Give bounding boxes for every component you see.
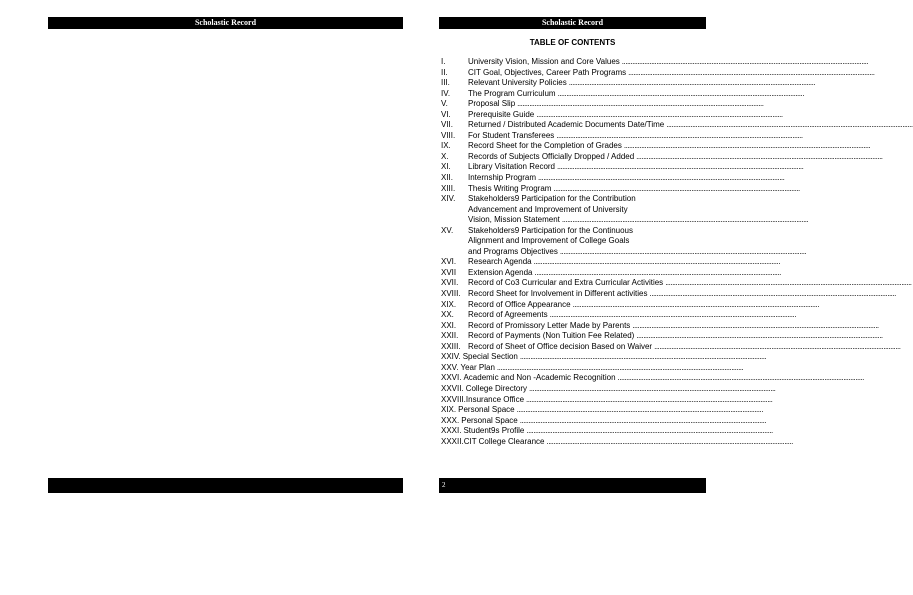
toc-dot-leader xyxy=(654,342,900,353)
toc-dot-leader xyxy=(520,416,766,427)
toc-entry xyxy=(441,321,707,332)
toc-entry xyxy=(441,236,707,247)
toc-entry-title: Personal Space xyxy=(461,415,518,425)
toc-entry-title: Record of Promissory Letter Made by Parents xyxy=(468,320,631,330)
toc-entry-title: Internship Program xyxy=(468,173,537,183)
toc-dot-leader xyxy=(558,89,804,100)
toc-entry xyxy=(441,405,707,416)
toc-dot-leader xyxy=(636,331,882,342)
toc-entry-number: X. xyxy=(441,151,449,161)
toc-entry xyxy=(441,173,707,184)
toc-dot-leader xyxy=(632,321,878,332)
toc-dot-leader xyxy=(536,110,782,121)
toc-entry-title: For Student Transferees xyxy=(468,130,555,140)
left-page-header xyxy=(48,17,403,29)
toc-entry xyxy=(441,278,707,289)
toc-entry-number: VIII. xyxy=(441,130,456,140)
toc-entry-title: Special Section xyxy=(462,352,518,362)
toc-dot-leader xyxy=(550,310,796,321)
toc-entry-number: XVI. xyxy=(441,257,457,267)
toc-entry-number: XXII. xyxy=(441,331,459,341)
toc-entry xyxy=(441,194,707,205)
toc-entry-number: XVIII. xyxy=(441,289,461,299)
toc-dot-leader xyxy=(553,184,799,195)
toc-dot-leader xyxy=(534,257,780,268)
toc-entry-number: III. xyxy=(441,78,450,88)
toc-entry xyxy=(441,257,707,268)
toc-entry-number: XXIV. xyxy=(441,352,461,362)
page-number: 2 xyxy=(442,481,446,489)
toc-entry xyxy=(441,331,707,342)
right-header-title: Scholastic Record xyxy=(541,18,604,27)
toc-entry xyxy=(441,68,707,79)
toc-dot-leader xyxy=(562,215,808,226)
toc-entry-number: XX. xyxy=(441,310,454,320)
toc-dot-leader xyxy=(650,289,896,300)
toc-dot-leader xyxy=(535,268,781,279)
toc-entry xyxy=(441,373,707,384)
toc-entry xyxy=(441,120,707,131)
toc-dot-leader xyxy=(618,373,864,384)
toc-entry-title: Record of Sheet of Office decision Based on Waiver xyxy=(468,341,653,351)
toc-entry-number: XIX. xyxy=(441,299,457,309)
toc-entry xyxy=(441,342,707,353)
toc-entry-number: VII. xyxy=(441,120,454,130)
toc-dot-leader xyxy=(538,173,784,184)
toc-entry-title: Insurance Office xyxy=(465,394,525,404)
toc-dot-leader xyxy=(628,68,874,79)
toc-entry-title: Record Sheet for Involvement in Different activities xyxy=(468,289,648,299)
toc-entry-number: XXVII. xyxy=(441,383,464,393)
toc-entry-number: XXX. xyxy=(441,415,460,425)
toc-entry-number: XVII. xyxy=(441,278,459,288)
toc-entry-title: University Vision, Mission and Core Values xyxy=(468,57,620,66)
right-page-header xyxy=(439,17,706,29)
toc-entry xyxy=(441,141,707,152)
toc-dot-leader xyxy=(636,152,882,163)
toc-entry-title: Year Plan xyxy=(460,362,495,372)
toc-entry xyxy=(441,395,707,406)
toc-entry-title: CIT College Clearance xyxy=(463,436,545,446)
toc-entry-title: Records of Subjects Officially Dropped / Added xyxy=(468,151,635,161)
toc-entry-title: Personal Space xyxy=(458,405,515,415)
toc-entry-number: XV. xyxy=(441,225,454,235)
toc-entry-title: Record of Co3 Curricular and Extra Curricular Activities xyxy=(468,278,664,288)
toc-entry-number: XII. xyxy=(441,173,454,183)
toc-entry-title: Advancement and Improvement of University xyxy=(468,204,628,214)
toc-entry xyxy=(441,78,707,89)
toc-entry-title: Proposal Slip xyxy=(468,99,516,109)
toc-entry-title: Vision, Mission Statement xyxy=(468,215,560,225)
toc-dot-leader xyxy=(526,395,772,406)
toc-dot-leader xyxy=(622,57,868,68)
toc-dot-leader xyxy=(529,384,775,395)
toc-dot-leader xyxy=(517,99,763,110)
toc-entry-number: XXIII. xyxy=(441,341,461,351)
left-page-footer xyxy=(48,478,403,493)
toc-entry xyxy=(441,247,707,258)
toc-dot-leader xyxy=(497,363,743,374)
right-page-footer xyxy=(439,478,706,493)
toc-entry-title: Extension Agenda xyxy=(468,267,533,277)
toc-dot-leader xyxy=(560,247,806,258)
toc-entry xyxy=(441,131,707,142)
toc-entry-title: Academic and Non -Academic Recognition xyxy=(463,373,616,383)
toc-entry xyxy=(441,416,707,427)
toc-title: TABLE OF CONTENTS xyxy=(529,38,616,47)
toc-entry-title: Thesis Writing Program xyxy=(468,183,552,193)
toc-entry xyxy=(441,215,707,226)
toc-entry-number: XI. xyxy=(441,162,451,172)
toc-entry-title: The Program Curriculum xyxy=(468,88,556,98)
toc-entry-number: V. xyxy=(441,99,448,109)
toc-dot-leader xyxy=(624,141,870,152)
toc-entry-number: XXXII. xyxy=(441,436,464,446)
toc-entry xyxy=(441,205,707,216)
toc-entry xyxy=(441,300,707,311)
toc-entry-title: Prerequisite Guide xyxy=(468,109,535,119)
toc-dot-leader xyxy=(526,426,772,437)
toc-entry xyxy=(441,289,707,300)
toc-entry-number: II. xyxy=(441,67,448,77)
toc-entry xyxy=(441,152,707,163)
toc-dot-leader xyxy=(569,78,815,89)
toc-entry-title: Library Visitation Record xyxy=(468,162,556,172)
toc-entry-number: XXVIII. xyxy=(441,394,466,404)
toc-dot-leader xyxy=(666,120,912,131)
toc-entry-number: IV. xyxy=(441,88,451,98)
toc-entry-number: I. xyxy=(441,57,446,66)
toc-entry-title: Record of Payments (Non Tuition Fee Related) xyxy=(468,331,635,341)
toc-dot-leader xyxy=(557,162,803,173)
toc-entry-title: College Directory xyxy=(465,383,528,393)
toc-entry-number: XXVI. xyxy=(441,373,462,383)
toc-entry xyxy=(441,384,707,395)
toc-entry-title: Returned / Distributed Academic Documents Date/Time xyxy=(468,120,665,130)
toc-entry-title: Research Agenda xyxy=(468,257,532,267)
toc-dot-leader xyxy=(573,300,819,311)
toc-entry xyxy=(441,426,707,437)
toc-entry-number: XVII xyxy=(441,267,457,277)
toc-entry-number: XIV. xyxy=(441,194,456,204)
toc-entry xyxy=(441,437,707,448)
toc-entry-number: XXV. xyxy=(441,362,459,372)
toc-entry xyxy=(441,226,707,237)
toc-entry-number: XXXI. xyxy=(441,426,462,436)
toc-entry xyxy=(441,310,707,321)
toc-entry xyxy=(441,89,707,100)
toc-entry-title: CIT Goal, Objectives, Career Path Programs xyxy=(468,67,627,77)
toc-entry-title: Alignment and Improvement of College Goals xyxy=(468,236,630,246)
toc-dot-leader xyxy=(520,352,766,363)
toc-entry xyxy=(441,184,707,195)
toc-entry-number: XIX. xyxy=(441,405,457,415)
toc-entry-title: Record of Agreements xyxy=(468,310,548,320)
toc-entry-number: VI. xyxy=(441,109,451,119)
toc-dot-leader xyxy=(546,437,792,448)
toc-entry-title: Student9s Profile xyxy=(463,426,525,436)
toc-dot-leader xyxy=(556,131,802,142)
toc-entry xyxy=(441,57,707,68)
toc-entry-title: Stakeholders9 Participation for the Contribution xyxy=(468,194,636,204)
table-of-contents xyxy=(441,57,707,447)
toc-entry-number: XXI. xyxy=(441,320,457,330)
toc-entry xyxy=(441,268,707,279)
left-header-title: Scholastic Record xyxy=(194,18,257,27)
toc-dot-leader xyxy=(517,405,763,416)
toc-entry-title: Record Sheet for the Completion of Grades xyxy=(468,141,622,151)
toc-entry-title: Relevant University Policies xyxy=(468,78,567,88)
toc-dot-leader xyxy=(665,278,911,289)
toc-entry xyxy=(441,99,707,110)
toc-entry-title: and Programs Objectives xyxy=(468,246,558,256)
toc-entry-number: XIII. xyxy=(441,183,456,193)
toc-entry-number: IX. xyxy=(441,141,451,151)
toc-entry xyxy=(441,363,707,374)
toc-entry-title: Record of Office Appearance xyxy=(468,299,571,309)
toc-entry-title: Stakeholders9 Participation for the Continuous xyxy=(468,225,633,235)
toc-entry xyxy=(441,110,707,121)
toc-entry xyxy=(441,162,707,173)
toc-entry xyxy=(441,352,707,363)
